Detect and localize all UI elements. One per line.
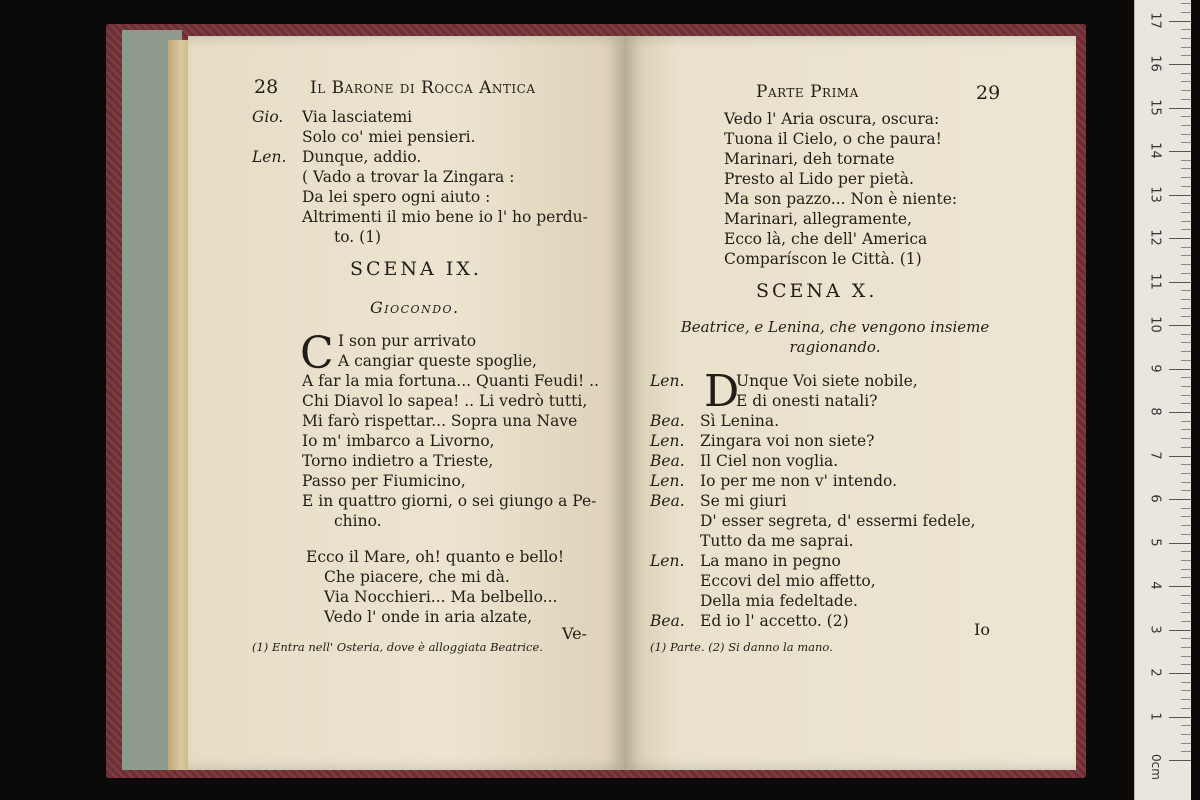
ruler-number: 16 [1147, 55, 1163, 72]
right-page [624, 36, 1076, 770]
dialogue-line: Unque Voi siete nobile, [736, 372, 918, 390]
verse-line: Passo per Fiumicino, [302, 472, 466, 490]
ruler-minor-tick [1181, 177, 1191, 178]
ruler-minor-tick [1181, 708, 1191, 709]
verse-line: Mi farò rispettar... Sopra una Nave [302, 412, 578, 430]
verse-line: Torno indietro a Trieste, [302, 452, 494, 470]
ruler-number: 6 [1147, 494, 1163, 503]
catchword: Ve- [562, 624, 587, 643]
ruler-minor-tick [1181, 247, 1191, 248]
dialogue-line: Zingara voi non siete? [700, 432, 875, 450]
speaker-label: Bea. [650, 452, 685, 470]
ruler-tick [1169, 760, 1191, 761]
ruler-number: 15 [1147, 98, 1163, 116]
ruler-minor-tick [1181, 212, 1191, 213]
left-page-number: 28 [254, 76, 279, 98]
speaker-label: Len. [650, 552, 685, 570]
right-running-head: Parte Prima [756, 82, 859, 102]
ruler-minor-tick [1181, 421, 1191, 422]
ruler-minor-tick [1181, 551, 1191, 552]
ruler-minor-tick [1181, 569, 1191, 570]
dialogue-line: Io per me non v' intendo. [700, 472, 898, 490]
ruler-minor-tick [1181, 560, 1191, 561]
character-name: Giocondo. [370, 298, 460, 317]
ruler-minor-tick [1181, 290, 1191, 291]
catchword: Io [974, 620, 990, 639]
ruler-number: 17 [1147, 11, 1163, 29]
footnote: (1) Parte. (2) Si danno la mano. [650, 640, 833, 654]
verse-line: Ecco il Mare, oh! quanto e bello! [306, 548, 565, 566]
verse-line: E in quattro giorni, o sei giungo a Pe- [302, 492, 597, 510]
ruler-minor-tick [1181, 395, 1191, 396]
ruler-minor-tick [1181, 255, 1191, 256]
verse-line: Chi Diavol lo sapea! .. Li vedrò tutti, [302, 392, 588, 410]
ruler-minor-tick [1181, 603, 1191, 604]
ruler-number: 13 [1147, 185, 1163, 203]
ruler-minor-tick [1181, 612, 1191, 613]
ruler-tick [1169, 630, 1191, 631]
ruler-tick [1169, 543, 1191, 544]
ruler-minor-tick [1181, 116, 1191, 117]
ruler-minor-tick [1181, 664, 1191, 665]
dialogue-line: Se mi giuri [700, 492, 787, 510]
ruler-minor-tick [1181, 273, 1191, 274]
ruler-minor-tick [1181, 168, 1191, 169]
verse-line: Via Nocchieri... Ma belbello... [324, 588, 558, 606]
ruler-minor-tick [1181, 186, 1191, 187]
left-page [188, 36, 624, 770]
ruler-minor-tick [1181, 3, 1191, 4]
verse-line: A cangiar queste spoglie, [338, 352, 537, 370]
ruler-tick [1169, 64, 1191, 65]
ruler-minor-tick [1181, 308, 1191, 309]
ruler-minor-tick [1181, 534, 1191, 535]
ruler-number: 10 [1147, 316, 1163, 333]
dialogue-line: E di onesti natali? [736, 392, 878, 410]
ruler-minor-tick [1181, 264, 1191, 265]
ruler-minor-tick [1181, 490, 1191, 491]
ruler-tick [1169, 21, 1191, 22]
ruler-minor-tick [1181, 595, 1191, 596]
ruler-minor-tick [1181, 647, 1191, 648]
ruler-tick [1169, 412, 1191, 413]
ruler-tick [1169, 238, 1191, 239]
ruler-minor-tick [1181, 125, 1191, 126]
ruler-minor-tick [1181, 638, 1191, 639]
ruler-minor-tick [1181, 525, 1191, 526]
ruler-tick [1169, 369, 1191, 370]
speaker-label: Len. [650, 472, 685, 490]
ruler-minor-tick [1181, 438, 1191, 439]
ruler-number: 9 [1147, 363, 1163, 373]
left-running-head: Il Barone di Rocca Antica [310, 78, 536, 98]
speaker-label: Len. [252, 148, 287, 166]
speaker-label: Len. [650, 372, 685, 390]
ruler-minor-tick [1181, 299, 1191, 300]
ruler-number: 2 [1147, 668, 1163, 677]
ruler-minor-tick [1181, 360, 1191, 361]
ruler-number: 12 [1147, 229, 1163, 246]
ruler-minor-tick [1181, 473, 1191, 474]
ruler-minor-tick [1181, 29, 1191, 30]
ruler-minor-tick [1181, 403, 1191, 404]
ruler-minor-tick [1181, 447, 1191, 448]
dialogue-line: Dunque, addio. [302, 148, 422, 166]
dialogue-line: Sì Lenina. [700, 412, 780, 430]
ruler-minor-tick [1181, 386, 1191, 387]
ruler-minor-tick [1181, 690, 1191, 691]
dialogue-line: D' esser segreta, d' essermi fedele, [700, 512, 976, 530]
verse-line: chino. [334, 512, 382, 530]
dialogue-line: Altrimenti il mio bene io l' ho perdu- [302, 208, 588, 226]
verse-line: Ma son pazzo... Non è niente: [724, 190, 958, 208]
speaker-label: Len. [650, 432, 685, 450]
verse-line: Io m' imbarco a Livorno, [302, 432, 495, 450]
ruler-tick [1169, 151, 1191, 152]
ruler-minor-tick [1181, 160, 1191, 161]
dialogue-line: Eccovi del mio affetto, [700, 572, 876, 590]
stage-direction: ragionando. [789, 338, 881, 356]
ruler-minor-tick [1181, 751, 1191, 752]
footnote: (1) Entra nell' Osteria, dove è alloggiata Beatrice. [252, 640, 543, 654]
ruler-tick [1169, 673, 1191, 674]
verse-line: Tuona il Cielo, o che paura! [724, 130, 942, 148]
speaker-label: Gio. [252, 108, 284, 126]
speaker-label: Bea. [650, 492, 685, 510]
ruler-minor-tick [1181, 221, 1191, 222]
ruler-minor-tick [1181, 55, 1191, 56]
ruler-minor-tick [1181, 99, 1191, 100]
verse-line: Che piacere, che mi dà. [324, 568, 510, 586]
ruler-minor-tick [1181, 351, 1191, 352]
ruler-minor-tick [1181, 377, 1191, 378]
ruler-minor-tick [1181, 229, 1191, 230]
ruler-minor-tick [1181, 516, 1191, 517]
ruler-minor-tick [1181, 134, 1191, 135]
verse-line: A far la mia fortuna... Quanti Feudi! .. [302, 372, 599, 390]
verse-line: Marinari, allegramente, [724, 210, 913, 228]
measuring-ruler [1134, 0, 1191, 800]
ruler-minor-tick [1181, 699, 1191, 700]
ruler-tick [1169, 325, 1191, 326]
ruler-tick [1169, 499, 1191, 500]
ruler-minor-tick [1181, 334, 1191, 335]
scene-title: SCENA X. [756, 280, 878, 302]
ruler-unit-label: 0cm [1148, 754, 1163, 780]
dialogue-line: Solo co' miei pensieri. [302, 128, 476, 146]
ruler-minor-tick [1181, 12, 1191, 13]
verse-line: Ecco là, che dell' America [724, 230, 928, 248]
ruler-minor-tick [1181, 203, 1191, 204]
ruler-minor-tick [1181, 342, 1191, 343]
dialogue-line: Il Ciel non voglia. [700, 452, 839, 470]
dialogue-line: ( Vado a trovar la Zingara : [302, 168, 515, 186]
ruler-tick [1169, 108, 1191, 109]
dialogue-line: Da lei spero ogni aiuto : [302, 188, 491, 206]
ruler-minor-tick [1181, 621, 1191, 622]
ruler-minor-tick [1181, 725, 1191, 726]
ruler-number: 14 [1147, 142, 1163, 159]
verse-line: I son pur arrivato [338, 332, 477, 350]
verse-line: Comparíscon le Città. (1) [724, 250, 922, 268]
ruler-minor-tick [1181, 73, 1191, 74]
ruler-minor-tick [1181, 429, 1191, 430]
ruler-tick [1169, 717, 1191, 718]
ruler-number: 3 [1147, 624, 1163, 634]
ruler-tick [1169, 282, 1191, 283]
verse-line: Marinari, deh tornate [724, 150, 895, 168]
ruler-number: 11 [1147, 272, 1163, 290]
ruler-minor-tick [1181, 81, 1191, 82]
ruler-minor-tick [1181, 482, 1191, 483]
ruler-minor-tick [1181, 316, 1191, 317]
dialogue-line: Via lasciatemi [302, 108, 413, 126]
ruler-number: 5 [1147, 537, 1163, 547]
ruler-minor-tick [1181, 682, 1191, 683]
ruler-minor-tick [1181, 142, 1191, 143]
ruler-tick [1169, 456, 1191, 457]
ruler-minor-tick [1181, 734, 1191, 735]
scene-title: SCENA IX. [350, 258, 482, 280]
ruler-minor-tick [1181, 743, 1191, 744]
stage-direction: Beatrice, e Lenina, che vengono insieme [680, 318, 990, 336]
dialogue-line: Della mia fedeltade. [700, 592, 858, 610]
ruler-minor-tick [1181, 47, 1191, 48]
ruler-minor-tick [1181, 656, 1191, 657]
dialogue-line: Tutto da me saprai. [700, 532, 854, 550]
ruler-minor-tick [1181, 508, 1191, 509]
verse-line: Presto al Lido per pietà. [724, 170, 914, 188]
ruler-number: 7 [1147, 450, 1163, 460]
speaker-label: Bea. [650, 412, 685, 430]
verse-line: Vedo l' Aria oscura, oscura: [724, 110, 940, 128]
drop-cap: D [704, 366, 740, 417]
ruler-number: 4 [1147, 581, 1163, 590]
ruler-tick [1169, 195, 1191, 196]
verse-line: Vedo l' onde in aria alzate, [324, 608, 533, 626]
ruler-number: 8 [1147, 407, 1163, 416]
ruler-number: 1 [1147, 711, 1163, 721]
dialogue-line: Ed io l' accetto. (2) [700, 612, 849, 630]
drop-cap: C [300, 328, 334, 379]
speaker-label: Bea. [650, 612, 685, 630]
right-page-number: 29 [976, 82, 1001, 104]
ruler-minor-tick [1181, 464, 1191, 465]
dialogue-line: to. (1) [334, 228, 382, 246]
ruler-minor-tick [1181, 90, 1191, 91]
ruler-tick [1169, 586, 1191, 587]
ruler-minor-tick [1181, 577, 1191, 578]
ruler-minor-tick [1181, 38, 1191, 39]
dialogue-line: La mano in pegno [700, 552, 841, 570]
